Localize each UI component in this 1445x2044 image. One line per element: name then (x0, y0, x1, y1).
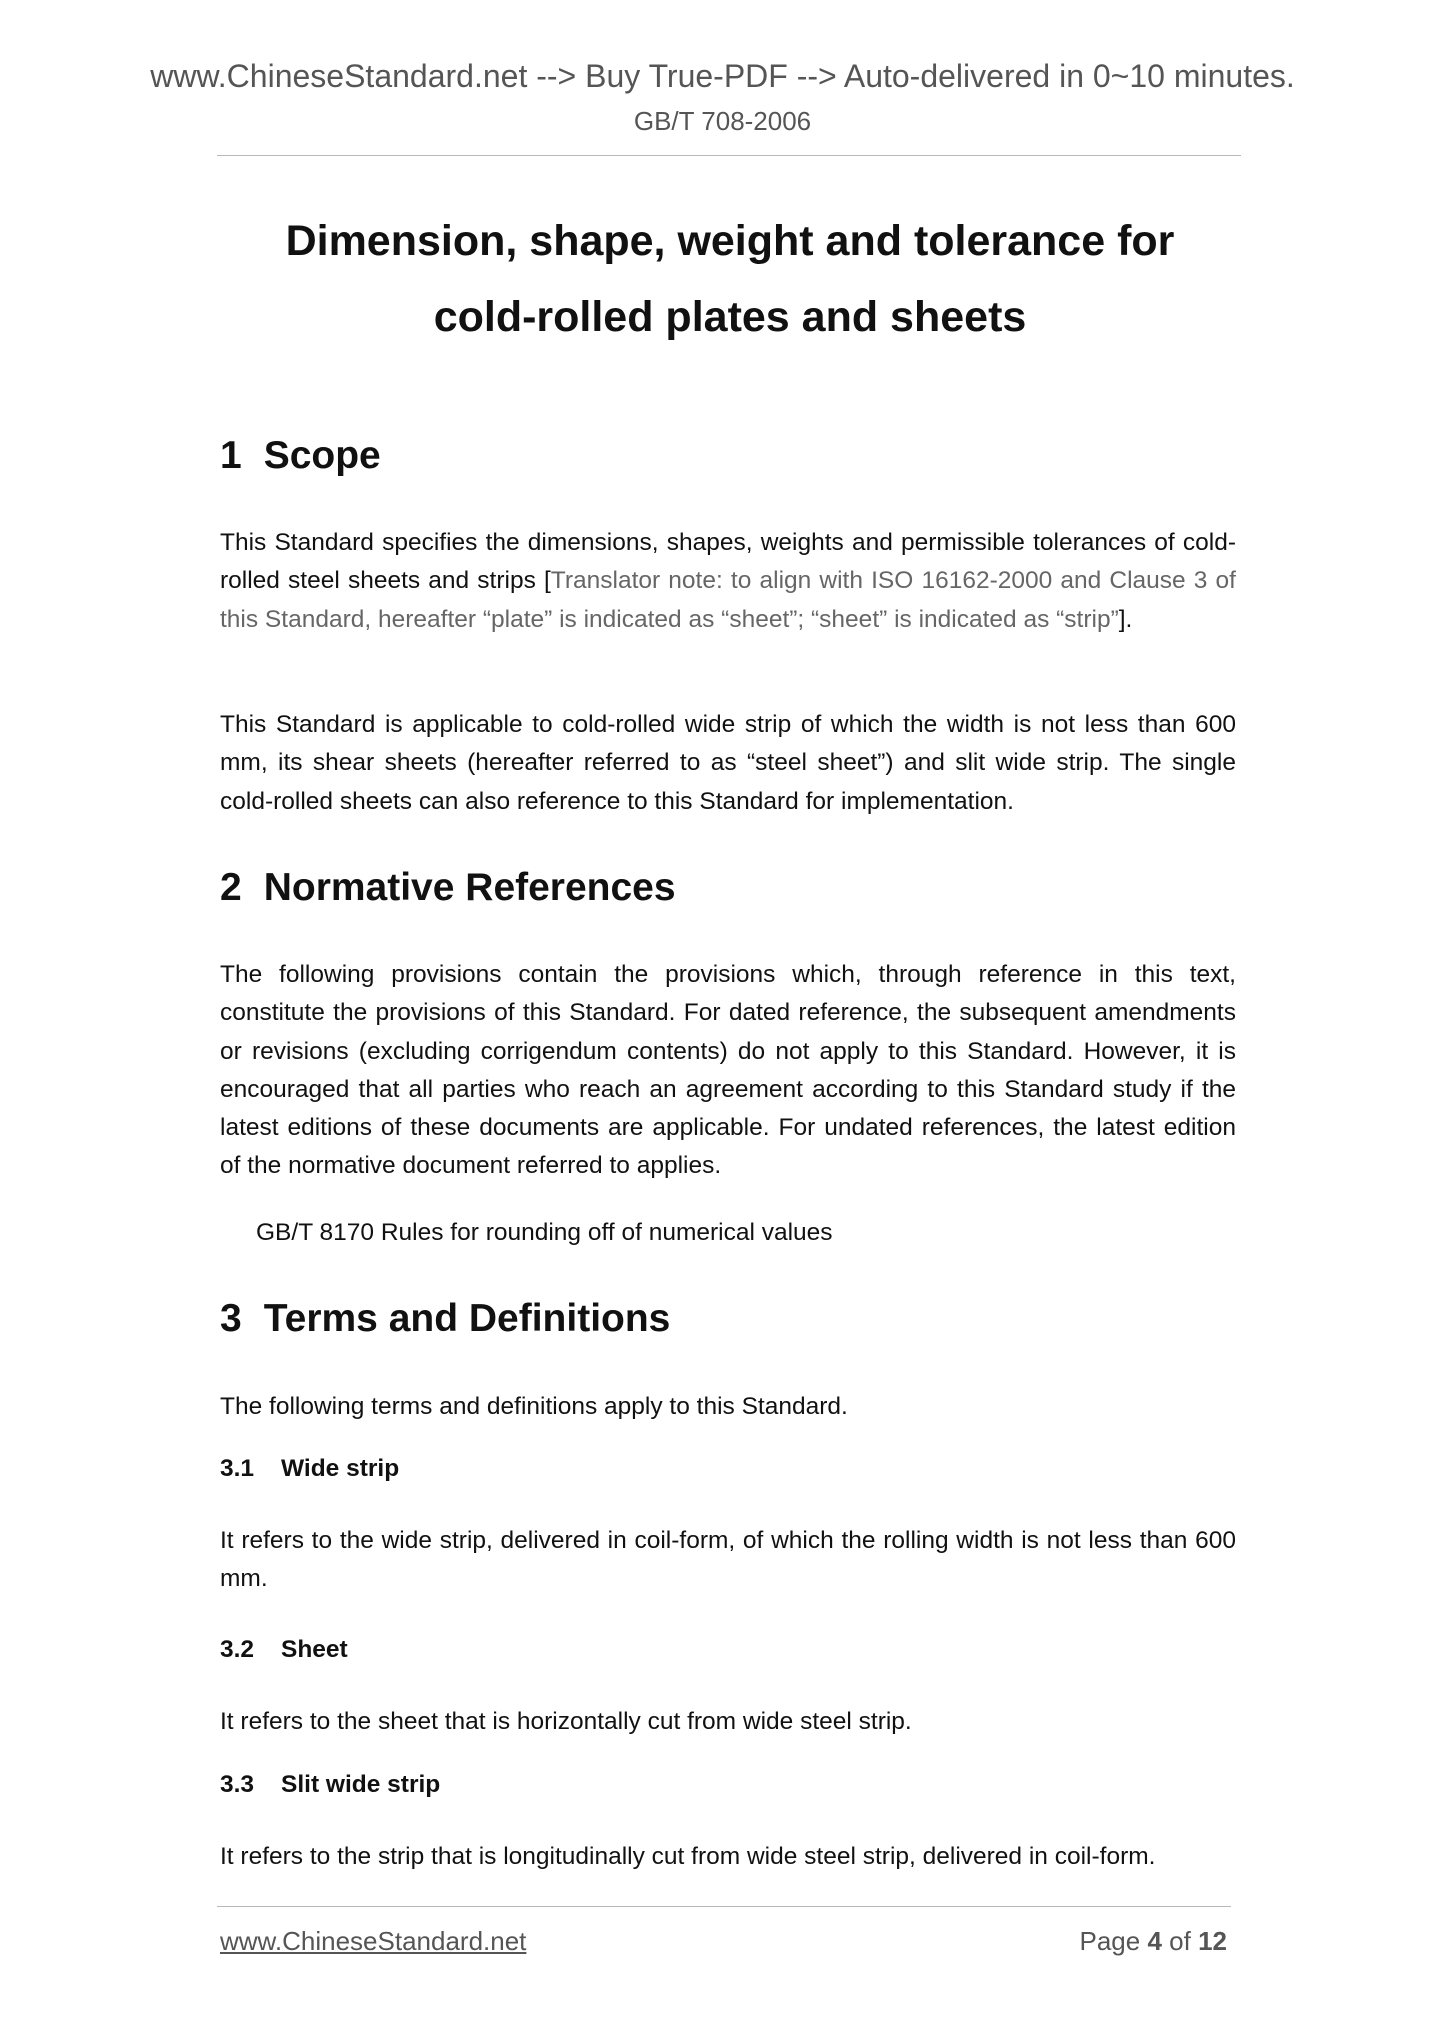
term-heading-sheet (220, 1636, 348, 1664)
translator-note: Translator note: to align with ISO 16162-2000 and Clause 3 of this Standard, hereafter “plate” is indicated as “sheet”; “sheet” is indicated as “strip” (220, 567, 1236, 633)
page-of: of (1169, 1926, 1191, 1956)
term-name: Slit wide strip (281, 1771, 441, 1798)
document-title-line-1: Dimension, shape, weight and tolerance for (285, 217, 1175, 265)
term-definition-sheet: It refers to the sheet that is horizontally cut from wide steel strip. (220, 1708, 912, 1735)
document-title (200, 203, 1260, 355)
page-indicator (960, 1926, 1227, 1957)
section-title: Normative References (263, 866, 676, 909)
page-label: Page (1079, 1926, 1141, 1956)
section-heading-scope (220, 434, 381, 478)
term-heading-slit-wide-strip (220, 1771, 440, 1799)
term-heading-wide-strip (220, 1455, 399, 1483)
document-title-line-2: cold-rolled plates and sheets (433, 293, 1027, 341)
scope-paragraph-2: This Standard is applicable to cold-rolled wide strip of which the width is not less than 600 mm, its shear sheets (hereafter referred to as “steel sheet”) and slit wide strip. The single cold-rolled sheets can also reference to this Standard for implementation. (220, 711, 1236, 815)
term-number: 3.3 (220, 1771, 255, 1798)
section-number: 1 (220, 434, 242, 477)
section-title: Terms and Definitions (263, 1297, 671, 1340)
page-current: 4 (1147, 1926, 1162, 1956)
header-banner[interactable]: www.ChineseStandard.net --> Buy True-PDF --> Auto-delivered in 0~10 minutes. (150, 58, 1295, 94)
normative-reference-item: GB/T 8170 Rules for rounding off of numerical values (256, 1219, 833, 1246)
scope-paragraph-1-end: ]. (1118, 605, 1133, 633)
page-total: 12 (1198, 1926, 1227, 1956)
terms-intro: The following terms and definitions apply to this Standard. (220, 1393, 848, 1420)
normative-paragraph: The following provisions contain the provisions which, through reference in this text, constitute the provisions of this Standard. For dated reference, the subsequent amendments or revisions (excluding corrigendum contents) do not apply to this Standard. However, it is encouraged that all parties who reach an agreement according to this Standard study if the latest editions of these documents are applicable. For undated references, the latest edition of the normative document referred to applies. (220, 961, 1236, 1180)
term-name: Sheet (281, 1636, 348, 1663)
section-title: Scope (263, 434, 381, 477)
section-number: 3 (220, 1297, 242, 1340)
section-heading-normative-references (220, 866, 676, 910)
section-number: 2 (220, 866, 242, 909)
header-divider (217, 155, 1241, 156)
term-name: Wide strip (281, 1455, 400, 1482)
scope-paragraph-1-text: This Standard specifies the dimensions, shapes, weights and permissible tolerances of cold-rolled steel sheets and strips [ (220, 529, 1236, 595)
term-number: 3.2 (220, 1636, 255, 1663)
term-definition-wide-strip: It refers to the wide strip, delivered in coil-form, of which the rolling width is not less than 600 mm. (220, 1527, 1236, 1593)
section-heading-terms-and-definitions (220, 1297, 670, 1341)
footer-website-link[interactable]: www.ChineseStandard.net (220, 1926, 527, 1956)
scope-paragraph-1 (220, 524, 1236, 639)
standard-code: GB/T 708-2006 (633, 106, 812, 136)
term-number: 3.1 (220, 1455, 255, 1482)
term-definition-slit-wide-strip: It refers to the strip that is longitudinally cut from wide steel strip, delivered in coil-form. (220, 1843, 1156, 1870)
footer-divider (217, 1906, 1231, 1907)
